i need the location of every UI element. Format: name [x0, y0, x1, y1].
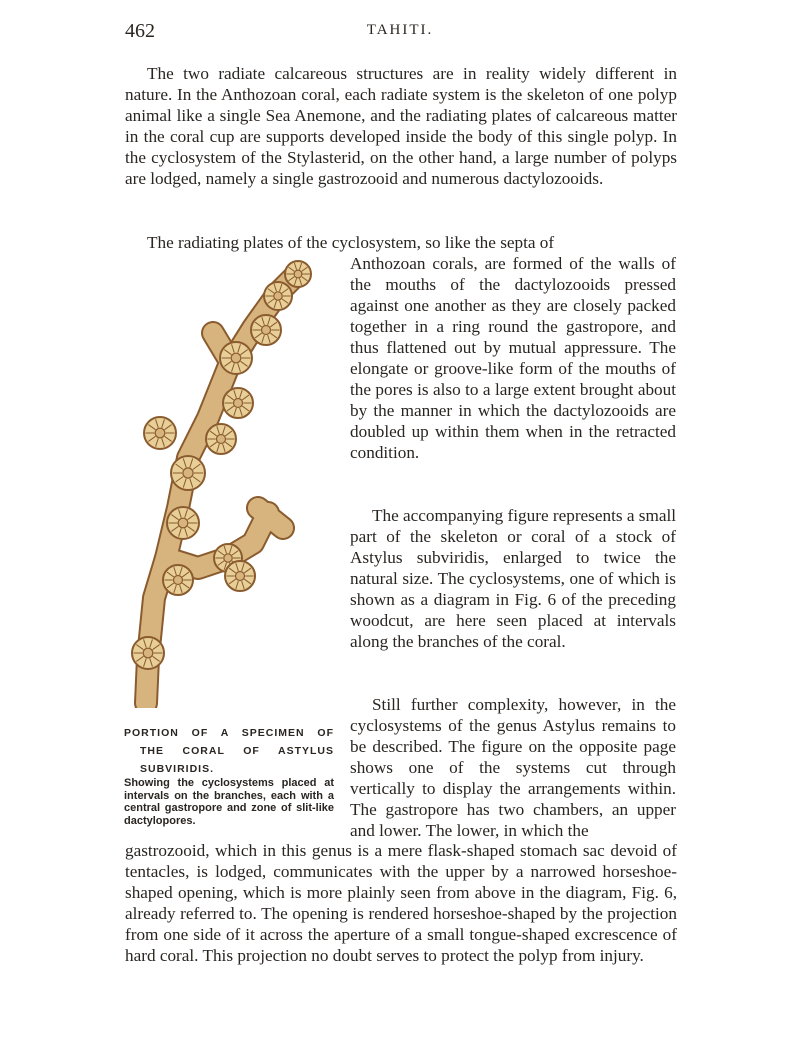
paragraph-2-lead: The radiating plates of the cyclosystem, so like the septa of [147, 233, 555, 252]
running-head: TAHITI. [366, 22, 434, 38]
caption-title-line: THE CORAL OF ASTYLUS [140, 745, 334, 757]
gastropore [217, 435, 226, 444]
gastropore [143, 648, 153, 658]
caption-title-line: PORTION OF A SPECIMEN OF [124, 727, 334, 739]
gastropore [236, 572, 245, 581]
gastropore [231, 353, 241, 363]
gastropore [262, 326, 271, 335]
figure-caption-title [124, 724, 334, 778]
page-number: 462 [125, 20, 155, 42]
paragraph-1: The two radiate calcareous structures are in reality widely different in nature. In the Anthozoan coral, each radiate system is the skeleton of one polyp animal like a single Sea Anemone, and the radiating plates of calcareous matter in the coral cup are supports developed inside the body of this single polyp. In the cyclosystem of the Stylasterid, on the other hand, a large number of polyps are lodged, namely a single gastrozooid and numerous dactylozooids. [125, 64, 677, 188]
coral-specimen-illustration [118, 258, 343, 708]
gastropore [155, 428, 165, 438]
gastropore [183, 468, 193, 478]
gastropore [274, 292, 282, 300]
gastropore [234, 399, 243, 408]
gastropore [224, 554, 232, 562]
paragraph-2-wrap: Anthozoan corals, are formed of the walls of the mouths of the dactylozooids pressed against one another as they are closely packed together in a ring round the gastropore, and thus flattened out by mutual appressure. The elongate or groove-like form of the mouths of the pores is also to a large extent brought about by the manner in which the dactylozooids are doubled up within them when in the retracted condition. [350, 254, 676, 462]
paragraph-4-tail: gastrozooid, which in this genus is a mere flask-shaped stomach sac devoid of tentacles, is lodged, communicates with the upper by a narrowed horseshoe-shaped opening, which is more plainly seen from above in the diagram, Fig. 6, already referred to. The opening is rendered horseshoe-shaped by the projection from one side of it across the aperture of a small tongue-shaped excrescence of hard coral. This projection no doubt serves to protect the polyp from injury. [125, 841, 677, 965]
gastropore [178, 518, 188, 528]
paragraph-3: The accompanying figure represents a small part of the skeleton or coral of a stock of Astylus subviridis, enlarged to twice the natural size. The cyclosystems, one of which is shown as a diagram in Fig. 6 of the preceding woodcut, are here seen placed at intervals along the branches of the coral. [350, 506, 677, 651]
gastropore [294, 270, 302, 278]
coral-figure [118, 258, 343, 708]
caption-title-line: SUBVIRIDIS. [140, 763, 215, 775]
figure-caption-body: Showing the cyclosystems placed at intervals on the branches, each with a central gastropore and zone of slit-like dactylopores. [124, 777, 334, 827]
paragraph-4-wrap: Still further complexity, however, in the cyclosystems of the genus Astylus remains to be described. The figure on the opposite page shows one of the systems cut through vertically to display the arrangements within. The gastropore has two chambers, an upper and lower. The lower, in which the [350, 695, 676, 840]
gastropore [174, 576, 183, 585]
